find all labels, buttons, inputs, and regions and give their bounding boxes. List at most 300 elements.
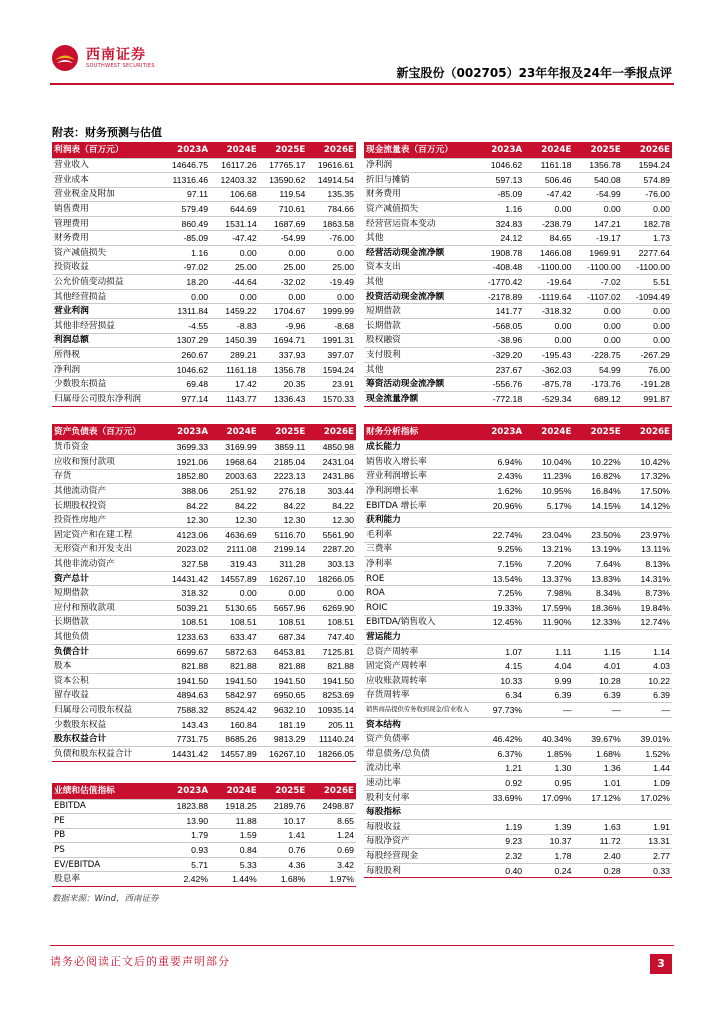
cell-value: 14914.54: [307, 173, 356, 188]
row-label: PB: [52, 828, 161, 843]
cell-value: 106.68: [210, 187, 259, 202]
cell-value: 9632.10: [259, 703, 308, 718]
cell-value: -1100.00: [573, 260, 622, 275]
cell-value: 0.00: [524, 333, 573, 348]
table-row: [52, 586, 356, 601]
cell-value: 977.14: [161, 392, 210, 407]
cell-value: 97.11: [161, 187, 210, 202]
cell-value: 821.88: [259, 659, 308, 674]
cell-value: [573, 630, 622, 645]
cell-value: 3699.33: [161, 440, 210, 455]
cell-value: 10.17: [259, 814, 308, 829]
cell-value: 12403.32: [210, 173, 259, 188]
cell-value: 0.00: [573, 202, 622, 217]
table-row: [52, 231, 356, 246]
cell-value: -267.29: [623, 348, 672, 363]
cell-value: 108.51: [307, 615, 356, 630]
cell-value: 17.59%: [524, 601, 573, 616]
cell-value: 19.84%: [623, 601, 672, 616]
cell-value: 1941.50: [210, 674, 259, 689]
cell-value: 1941.50: [161, 674, 210, 689]
cell-value: 1941.50: [307, 674, 356, 689]
cell-value: 11140.24: [307, 732, 356, 747]
row-label: EBITDA 增长率: [364, 498, 475, 513]
cell-value: 2223.13: [259, 469, 308, 484]
table-row: [364, 615, 672, 630]
table-row: [364, 455, 672, 470]
cell-value: 40.34%: [524, 732, 573, 747]
row-label: 长期借款: [364, 319, 475, 334]
row-label: 营运能力: [364, 630, 475, 645]
cell-value: -191.28: [623, 377, 672, 392]
table-row: [52, 158, 356, 173]
table-row: [364, 557, 672, 572]
cell-value: 12.30: [210, 513, 259, 528]
table-row: [364, 158, 672, 173]
cell-value: 10.04%: [524, 455, 573, 470]
row-label: 筹资活动现金流净额: [364, 377, 475, 392]
cell-value: 84.22: [210, 498, 259, 513]
financial-analysis-table: [364, 424, 672, 878]
cell-value: 10935.14: [307, 703, 356, 718]
cell-value: [573, 805, 622, 820]
cell-value: 1.73: [623, 231, 672, 246]
column-header: 2023A: [161, 783, 210, 799]
cell-value: 1.79: [161, 828, 210, 843]
row-label: EBITDA: [52, 799, 161, 814]
column-header: 2024E: [210, 424, 259, 440]
cell-value: 1161.18: [524, 158, 573, 173]
cell-value: [623, 805, 672, 820]
footer-divider: [50, 945, 674, 946]
table-row: [364, 173, 672, 188]
row-label: PE: [52, 814, 161, 829]
cell-value: -8.83: [210, 319, 259, 334]
column-header: 2023A: [475, 142, 524, 158]
cell-value: 1991.31: [307, 333, 356, 348]
cell-value: 687.34: [259, 630, 308, 645]
cell-value: 13.31: [623, 834, 672, 849]
table-row: [52, 814, 356, 829]
table-title: 业绩和估值指标: [52, 783, 161, 799]
cell-value: 1852.80: [161, 469, 210, 484]
table-row: [52, 644, 356, 659]
cell-value: 18266.05: [307, 571, 356, 586]
table-row: [52, 440, 356, 455]
cell-value: 8524.42: [210, 703, 259, 718]
cell-value: 1.68%: [259, 872, 308, 887]
row-label: ROE: [364, 571, 475, 586]
cell-value: 17.09%: [524, 790, 573, 805]
cell-value: 1161.18: [210, 362, 259, 377]
cell-value: 1.21: [475, 761, 524, 776]
cell-value: 5130.65: [210, 601, 259, 616]
cell-value: -7.02: [573, 275, 622, 290]
row-label: 投资性房地产: [52, 513, 161, 528]
row-label: 营业成本: [52, 173, 161, 188]
table-row: [52, 857, 356, 872]
cell-value: 7.25%: [475, 586, 524, 601]
cell-value: 1356.78: [573, 158, 622, 173]
cell-value: 11316.46: [161, 173, 210, 188]
cell-value: 289.21: [210, 348, 259, 363]
table-row: [364, 304, 672, 319]
table-row: [364, 703, 672, 718]
column-header: 2025E: [573, 424, 622, 440]
cell-value: -97.02: [161, 260, 210, 275]
cell-value: 0.00: [259, 289, 308, 304]
cell-value: 1.24: [307, 828, 356, 843]
cell-value: 1.59: [210, 828, 259, 843]
table-row: [52, 557, 356, 572]
table-row: [52, 260, 356, 275]
cell-value: 6453.81: [259, 644, 308, 659]
cell-value: 10.28: [573, 674, 622, 689]
cell-value: 10.22: [623, 674, 672, 689]
cell-value: 17.50%: [623, 484, 672, 499]
cell-value: 2003.63: [210, 469, 259, 484]
header-divider: [50, 83, 674, 85]
cell-value: 5116.70: [259, 528, 308, 543]
table-row: [52, 187, 356, 202]
cell-value: -38.96: [475, 333, 524, 348]
cell-value: 318.32: [161, 586, 210, 601]
cell-value: 1459.22: [210, 304, 259, 319]
cell-value: 11.72: [573, 834, 622, 849]
cell-value: 303.44: [307, 484, 356, 499]
cell-value: 1.11: [524, 644, 573, 659]
cell-value: -32.02: [259, 275, 308, 290]
cell-value: 4123.06: [161, 528, 210, 543]
row-label: 股本: [52, 659, 161, 674]
table-title: 利润表（百万元）: [52, 142, 161, 158]
row-label: 短期借款: [364, 304, 475, 319]
cell-value: 8685.26: [210, 732, 259, 747]
cell-value: 5.51: [623, 275, 672, 290]
column-header: 2024E: [524, 142, 573, 158]
row-label: 获利能力: [364, 513, 475, 528]
row-label: 财务费用: [364, 187, 475, 202]
row-label: 股东权益合计: [52, 732, 161, 747]
table-row: [52, 275, 356, 290]
row-label: 销售商品提供劳务收到现金/营业收入: [364, 703, 475, 718]
table-row: [364, 688, 672, 703]
table-row: [52, 377, 356, 392]
cell-value: 1863.58: [307, 216, 356, 231]
table-row: [364, 333, 672, 348]
cell-value: 2431.86: [307, 469, 356, 484]
table-row: [364, 790, 672, 805]
cell-value: 2.40: [573, 849, 622, 864]
cell-value: 11.90%: [524, 615, 573, 630]
cell-value: [524, 717, 573, 732]
row-label: 流动比率: [364, 761, 475, 776]
cell-value: -76.00: [307, 231, 356, 246]
cell-value: 1311.84: [161, 304, 210, 319]
row-label: 所得税: [52, 348, 161, 363]
cell-value: 276.18: [259, 484, 308, 499]
row-label: 公允价值变动损益: [52, 275, 161, 290]
cell-value: 17.32%: [623, 469, 672, 484]
cell-value: 1336.43: [259, 392, 308, 407]
cell-value: 6.37%: [475, 746, 524, 761]
row-label: 速动比率: [364, 776, 475, 791]
cell-value: 8.65: [307, 814, 356, 829]
cell-value: 0.00: [210, 586, 259, 601]
cell-value: 6.39: [524, 688, 573, 703]
cell-value: -2178.89: [475, 289, 524, 304]
cell-value: 14.15%: [573, 498, 622, 513]
cell-value: 12.30: [161, 513, 210, 528]
cell-value: 3859.11: [259, 440, 308, 455]
row-label: 固定资产和在建工程: [52, 528, 161, 543]
cell-value: 7.15%: [475, 557, 524, 572]
cell-value: 119.54: [259, 187, 308, 202]
cell-value: 4636.69: [210, 528, 259, 543]
table-row: [364, 187, 672, 202]
cell-value: 2.77: [623, 849, 672, 864]
cell-value: 1999.99: [307, 304, 356, 319]
table-row: [364, 289, 672, 304]
row-label: 管理费用: [52, 216, 161, 231]
cell-value: 1450.39: [210, 333, 259, 348]
cell-value: 4850.98: [307, 440, 356, 455]
cell-value: 141.77: [475, 304, 524, 319]
cell-value: 747.40: [307, 630, 356, 645]
table-row: [52, 216, 356, 231]
cashflow-statement-table: [364, 142, 672, 407]
cell-value: 108.51: [210, 615, 259, 630]
cell-value: 10.22%: [573, 455, 622, 470]
cell-value: 13.54%: [475, 571, 524, 586]
cell-value: 16267.10: [259, 746, 308, 761]
cell-value: 13590.62: [259, 173, 308, 188]
cell-value: —: [524, 703, 573, 718]
row-label: PS: [52, 843, 161, 858]
row-label: 资本支出: [364, 260, 475, 275]
cell-value: -76.00: [623, 187, 672, 202]
row-label: 每股净资产: [364, 834, 475, 849]
table-row: [364, 776, 672, 791]
row-label: 资产总计: [52, 571, 161, 586]
table-row: [364, 732, 672, 747]
table-row: [364, 644, 672, 659]
cell-value: 8.13%: [623, 557, 672, 572]
cell-value: 1.52%: [623, 746, 672, 761]
cell-value: 1694.71: [259, 333, 308, 348]
cell-value: [524, 440, 573, 455]
cell-value: 4.01: [573, 659, 622, 674]
cell-value: 5561.90: [307, 528, 356, 543]
row-label: 每股收益: [364, 819, 475, 834]
cell-value: 397.07: [307, 348, 356, 363]
table-row: [364, 231, 672, 246]
cell-value: 13.37%: [524, 571, 573, 586]
cell-value: -44.64: [210, 275, 259, 290]
appendix-title: 附表：财务预测与估值: [52, 126, 162, 139]
row-label: 应付和预收款项: [52, 601, 161, 616]
cell-value: 3169.99: [210, 440, 259, 455]
cell-value: 12.74%: [623, 615, 672, 630]
cell-value: -329.20: [475, 348, 524, 363]
row-label: 折旧与摊销: [364, 173, 475, 188]
cell-value: 7.64%: [573, 557, 622, 572]
table-row: [52, 528, 356, 543]
table-row: [52, 799, 356, 814]
cell-value: 1307.29: [161, 333, 210, 348]
cell-value: 23.04%: [524, 528, 573, 543]
cell-value: 20.96%: [475, 498, 524, 513]
cell-value: -1094.49: [623, 289, 672, 304]
data-source-note: 数据来源：Wind，西南证券: [52, 894, 159, 904]
cell-value: 0.00: [307, 289, 356, 304]
cell-value: 33.69%: [475, 790, 524, 805]
cell-value: 1570.33: [307, 392, 356, 407]
cell-value: 0.00: [623, 304, 672, 319]
logo-name-en: SOUTHWEST SECURITIES: [86, 62, 155, 69]
table-row: [364, 513, 672, 528]
cell-value: 1687.69: [259, 216, 308, 231]
cell-value: 46.42%: [475, 732, 524, 747]
table-row: [52, 319, 356, 334]
cell-value: 1.63: [573, 819, 622, 834]
table-row: [364, 246, 672, 261]
cell-value: 18266.05: [307, 746, 356, 761]
cell-value: 327.58: [161, 557, 210, 572]
table-row: [52, 630, 356, 645]
cell-value: 0.40: [475, 863, 524, 878]
cell-value: 1.39: [524, 819, 573, 834]
cell-value: [623, 717, 672, 732]
cell-value: 1594.24: [307, 362, 356, 377]
cell-value: 574.89: [623, 173, 672, 188]
table-row: [364, 571, 672, 586]
cell-value: 1918.25: [210, 799, 259, 814]
cell-value: 4.36: [259, 857, 308, 872]
cell-value: 1908.78: [475, 246, 524, 261]
row-label: 负债和股东权益合计: [52, 746, 161, 761]
cell-value: 6.39: [623, 688, 672, 703]
cell-value: -1100.00: [524, 260, 573, 275]
cell-value: 16.82%: [573, 469, 622, 484]
cell-value: 9813.29: [259, 732, 308, 747]
cell-value: 1.85%: [524, 746, 573, 761]
cell-value: 3.42: [307, 857, 356, 872]
row-label: 负债合计: [52, 644, 161, 659]
cell-value: 821.88: [210, 659, 259, 674]
cell-value: 1.62%: [475, 484, 524, 499]
cell-value: 19616.61: [307, 158, 356, 173]
cell-value: 237.67: [475, 362, 524, 377]
cell-value: 0.00: [623, 202, 672, 217]
row-label: 固定资产周转率: [364, 659, 475, 674]
cell-value: -408.48: [475, 260, 524, 275]
row-label: 其他: [364, 231, 475, 246]
cell-value: 17.12%: [573, 790, 622, 805]
table-row: [52, 362, 356, 377]
cell-value: 1.68%: [573, 746, 622, 761]
column-header: 2026E: [623, 142, 672, 158]
table-row: [364, 863, 672, 878]
row-label: 资本结构: [364, 717, 475, 732]
cell-value: 16117.26: [210, 158, 259, 173]
cell-value: 7731.75: [161, 732, 210, 747]
cell-value: [623, 513, 672, 528]
table-row: [364, 469, 672, 484]
cell-value: 991.87: [623, 392, 672, 407]
cell-value: 205.11: [307, 717, 356, 732]
cell-value: 84.22: [259, 498, 308, 513]
cell-value: 2023.02: [161, 542, 210, 557]
row-label: 经营活动现金流净额: [364, 246, 475, 261]
cell-value: 0.00: [210, 289, 259, 304]
cell-value: 2498.87: [307, 799, 356, 814]
cell-value: -85.09: [475, 187, 524, 202]
cell-value: -228.75: [573, 348, 622, 363]
cell-value: [524, 630, 573, 645]
row-label: 营业税金及附加: [52, 187, 161, 202]
column-header: 2026E: [623, 424, 672, 440]
cell-value: 1.16: [475, 202, 524, 217]
cell-value: 97.73%: [475, 703, 524, 718]
table-row: [52, 173, 356, 188]
row-label: 每股股利: [364, 863, 475, 878]
cell-value: [475, 440, 524, 455]
cell-value: 6950.65: [259, 688, 308, 703]
table-row: [364, 216, 672, 231]
cell-value: 5842.97: [210, 688, 259, 703]
cell-value: 1.01: [573, 776, 622, 791]
cell-value: -1107.02: [573, 289, 622, 304]
cell-value: 39.01%: [623, 732, 672, 747]
cell-value: 633.47: [210, 630, 259, 645]
cell-value: 182.78: [623, 216, 672, 231]
row-label: 财务费用: [52, 231, 161, 246]
cell-value: 69.48: [161, 377, 210, 392]
cell-value: 319.43: [210, 557, 259, 572]
cell-value: 9.25%: [475, 542, 524, 557]
cell-value: [475, 513, 524, 528]
row-label: 短期借款: [52, 586, 161, 601]
cell-value: 0.69: [307, 843, 356, 858]
cell-value: 14557.89: [210, 571, 259, 586]
cell-value: -9.96: [259, 319, 308, 334]
page-number: 3: [650, 954, 672, 974]
cell-value: 1.16: [161, 246, 210, 261]
cell-value: 7.20%: [524, 557, 573, 572]
cell-value: 12.33%: [573, 615, 622, 630]
cell-value: 12.45%: [475, 615, 524, 630]
cell-value: 14431.42: [161, 746, 210, 761]
table-row: [52, 717, 356, 732]
cell-value: -4.55: [161, 319, 210, 334]
cell-value: -238.79: [524, 216, 573, 231]
cell-value: 23.97%: [623, 528, 672, 543]
row-label: 净利润: [364, 158, 475, 173]
row-label: 股息率: [52, 872, 161, 887]
cell-value: [623, 440, 672, 455]
row-label: 归属母公司股东净利润: [52, 392, 161, 407]
row-label: 资产负债率: [364, 732, 475, 747]
row-label: 现金流量净额: [364, 392, 475, 407]
cell-value: 135.35: [307, 187, 356, 202]
row-label: 资产减值损失: [52, 246, 161, 261]
cell-value: 16.84%: [573, 484, 622, 499]
cell-value: 25.00: [210, 260, 259, 275]
cell-value: 13.90: [161, 814, 210, 829]
cell-value: 12.30: [259, 513, 308, 528]
cell-value: 108.51: [161, 615, 210, 630]
